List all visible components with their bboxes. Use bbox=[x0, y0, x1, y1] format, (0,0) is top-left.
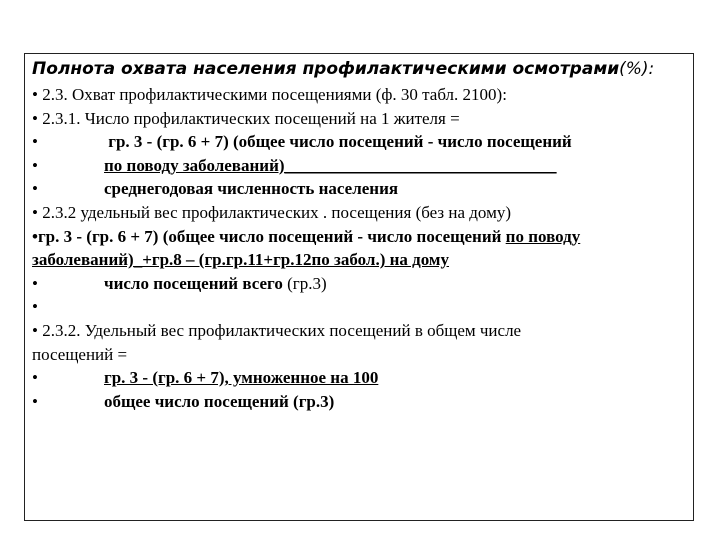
line-specific-weight-title: • 2.3.2. Удельный вес профилактических посещений в общем числе bbox=[32, 320, 522, 340]
final-numerator-text: гр. 3 - (гр. 6 + 7), умноженное на 100 bbox=[104, 368, 379, 388]
line-empty-bullet bbox=[32, 295, 687, 319]
line-share-title: • 2.3.2 удельный вес профилактических . посещения (без на дому) bbox=[32, 202, 512, 222]
line-numerator bbox=[32, 130, 687, 154]
slide-heading bbox=[32, 58, 687, 81]
bullet: • bbox=[32, 368, 38, 388]
bullet: • bbox=[32, 179, 38, 199]
bullet: • bbox=[32, 132, 38, 152]
fraction-bar-text: по поводу заболеваний)________________________________ bbox=[104, 155, 557, 175]
line-share-numerator-cont: заболеваний)_+гр.8 – (гр.гр.11+гр.12по забол.) на дому bbox=[32, 250, 450, 270]
line-visits-per-resident: • 2.3.1. Число профилактических посещений на 1 жителя = bbox=[32, 108, 460, 128]
bullet: • bbox=[32, 155, 38, 175]
line-fraction-bar bbox=[32, 154, 687, 178]
line-share-numerator bbox=[32, 225, 687, 249]
final-denominator-text: общее число посещений (гр.3) bbox=[104, 391, 335, 411]
line-denominator bbox=[32, 177, 687, 201]
heading-bold-text: Полнота охвата населения профилактическими осмотрами bbox=[32, 59, 620, 79]
share-denominator-col: (гр.3) bbox=[287, 273, 327, 293]
denominator-text: среднегодовая численность населения bbox=[104, 179, 399, 199]
share-numerator-text: •гр. 3 - (гр. 6 + 7) (общее число посещений - число посещений bbox=[32, 226, 506, 246]
bullet: • bbox=[32, 273, 38, 293]
line-visits-equals: посещений = bbox=[32, 344, 128, 364]
formula-lines bbox=[32, 83, 687, 413]
bullet: • bbox=[32, 297, 38, 317]
heading-normal-text: (%): bbox=[619, 59, 655, 79]
line-final-denominator bbox=[32, 390, 687, 414]
slide-content bbox=[32, 58, 687, 413]
share-numerator-underlined: по поводу bbox=[505, 226, 581, 246]
share-denominator-text: число посещений всего bbox=[104, 273, 288, 293]
numerator-text: гр. 3 - (гр. 6 + 7) (общее число посещений - число посещений bbox=[104, 132, 572, 152]
line-share-denominator bbox=[32, 272, 687, 296]
bullet: • bbox=[32, 391, 38, 411]
line-final-numerator bbox=[32, 366, 687, 390]
line-coverage-title: • 2.3. Охват профилактическими посещениями (ф. 30 табл. 2100): bbox=[32, 85, 507, 104]
